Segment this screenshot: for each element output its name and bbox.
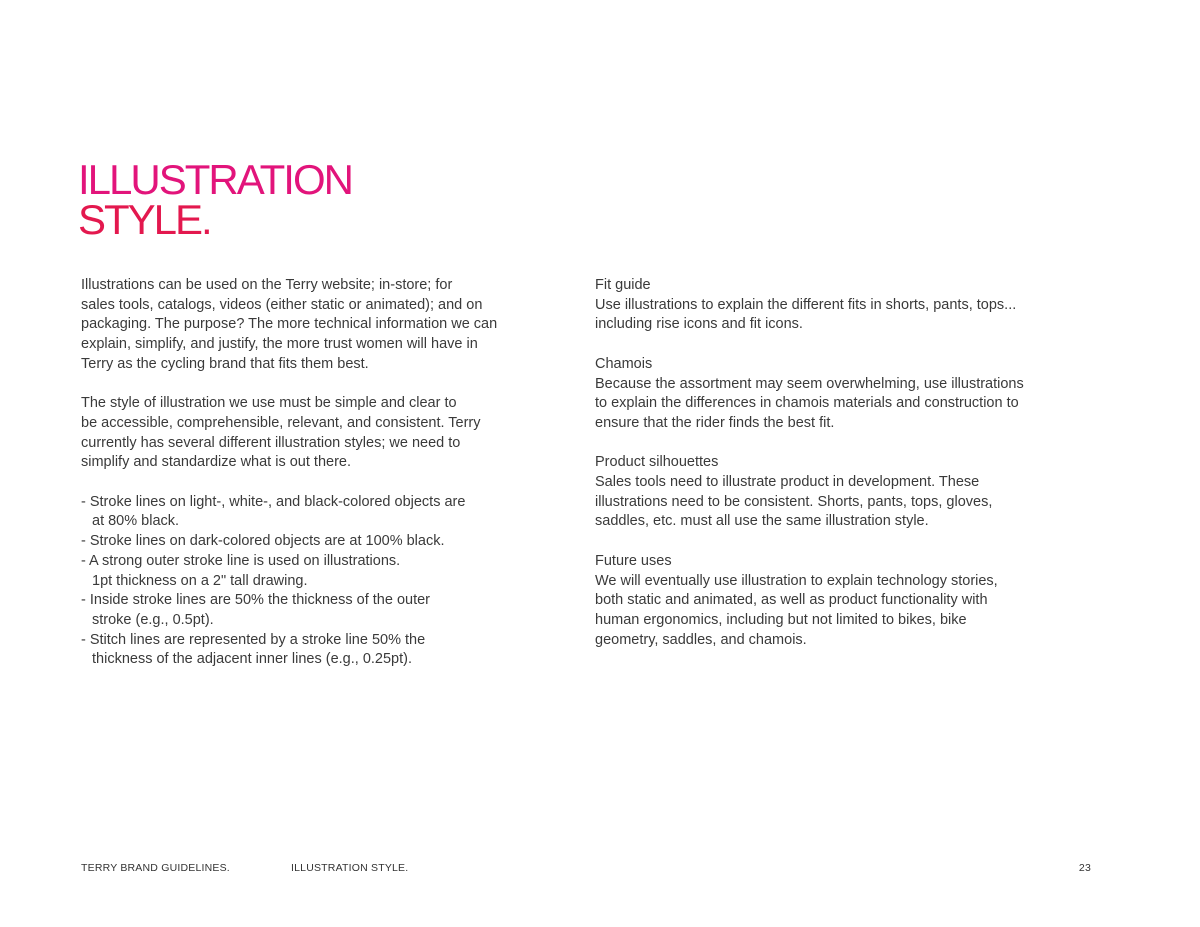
- section-line: both static and animated, as well as product functionality with: [595, 592, 988, 609]
- list-item-text: - Inside stroke lines are 50% the thickness of the outer: [81, 592, 430, 609]
- section-line: to explain the differences in chamois materials and construction to: [595, 395, 1019, 412]
- section-heading: Future uses: [595, 552, 672, 569]
- page-title: [78, 156, 352, 243]
- section-line: We will eventually use illustration to explain technology stories,: [595, 572, 998, 589]
- list-item: [81, 631, 571, 670]
- footer-section: ILLUSTRATION STYLE.: [291, 862, 409, 874]
- intro-line: sales tools, catalogs, videos (either static or animated); and on: [81, 296, 483, 313]
- list-item-text: - Stroke lines on dark-colored objects are at 100% black.: [81, 533, 445, 550]
- intro-line: Terry as the cycling brand that fits them best.: [81, 355, 369, 372]
- list-item-continuation: stroke (e.g., 0.5pt).: [92, 611, 214, 628]
- section-line: human ergonomics, including but not limited to bikes, bike: [595, 611, 967, 628]
- section-line: geometry, saddles, and chamois.: [595, 631, 807, 648]
- list-item: [81, 532, 571, 552]
- section-heading: Fit guide: [595, 277, 651, 293]
- style-paragraph: [81, 394, 571, 473]
- left-column: [81, 276, 571, 670]
- intro-line: packaging. The purpose? The more technical information we can: [81, 316, 498, 333]
- list-item: [81, 552, 571, 591]
- section-chamois: [595, 355, 1100, 434]
- list-item: [81, 493, 571, 532]
- list-item-continuation: 1pt thickness on a 2" tall drawing.: [92, 572, 308, 589]
- list-item-continuation: thickness of the adjacent inner lines (e.g., 0.25pt).: [92, 651, 412, 668]
- page-title-line-2: STYLE.: [78, 196, 211, 243]
- page-title-line-1: ILLUSTRATION: [78, 156, 352, 203]
- right-column: [595, 276, 1100, 670]
- list-item: [81, 591, 571, 630]
- style-line: The style of illustration we use must be simple and clear to: [81, 395, 457, 412]
- intro-paragraph: [81, 276, 571, 375]
- section-line: ensure that the rider finds the best fit.: [595, 414, 835, 431]
- list-item-text: - A strong outer stroke line is used on illustrations.: [81, 552, 401, 569]
- section-future-uses: [595, 552, 1100, 651]
- style-line: simplify and standardize what is out there.: [81, 454, 351, 471]
- section-line: Use illustrations to explain the different fits in shorts, pants, tops...: [595, 296, 1017, 313]
- style-line: be accessible, comprehensible, relevant, and consistent. Terry: [81, 414, 481, 431]
- footer-brand: TERRY BRAND GUIDELINES.: [81, 862, 230, 874]
- section-line: saddles, etc. must all use the same illustration style.: [595, 513, 929, 530]
- section-product-silhouettes: [595, 453, 1100, 532]
- list-item-continuation: at 80% black.: [92, 513, 180, 530]
- section-line: Sales tools need to illustrate product in development. These: [595, 474, 980, 490]
- style-line: currently has several different illustration styles; we need to: [81, 434, 461, 451]
- section-heading: Chamois: [595, 355, 653, 372]
- section-line: Because the assortment may seem overwhelming, use illustrations: [595, 375, 1024, 392]
- page-number: 23: [1078, 862, 1091, 874]
- list-item-text: - Stitch lines are represented by a stroke line 50% the: [81, 631, 426, 648]
- intro-line: explain, simplify, and justify, the more trust women will have in: [81, 336, 478, 353]
- list-item-text: - Stroke lines on light-, white-, and black-colored objects are: [81, 493, 466, 510]
- section-heading: Product silhouettes: [595, 454, 719, 471]
- section-line: including rise icons and fit icons.: [595, 316, 803, 333]
- section-fit-guide: [595, 276, 1100, 335]
- intro-line: Illustrations can be used on the Terry website; in-store; for: [81, 277, 453, 293]
- section-line: illustrations need to be consistent. Shorts, pants, tops, gloves,: [595, 493, 993, 510]
- stroke-rules-list: [81, 493, 571, 670]
